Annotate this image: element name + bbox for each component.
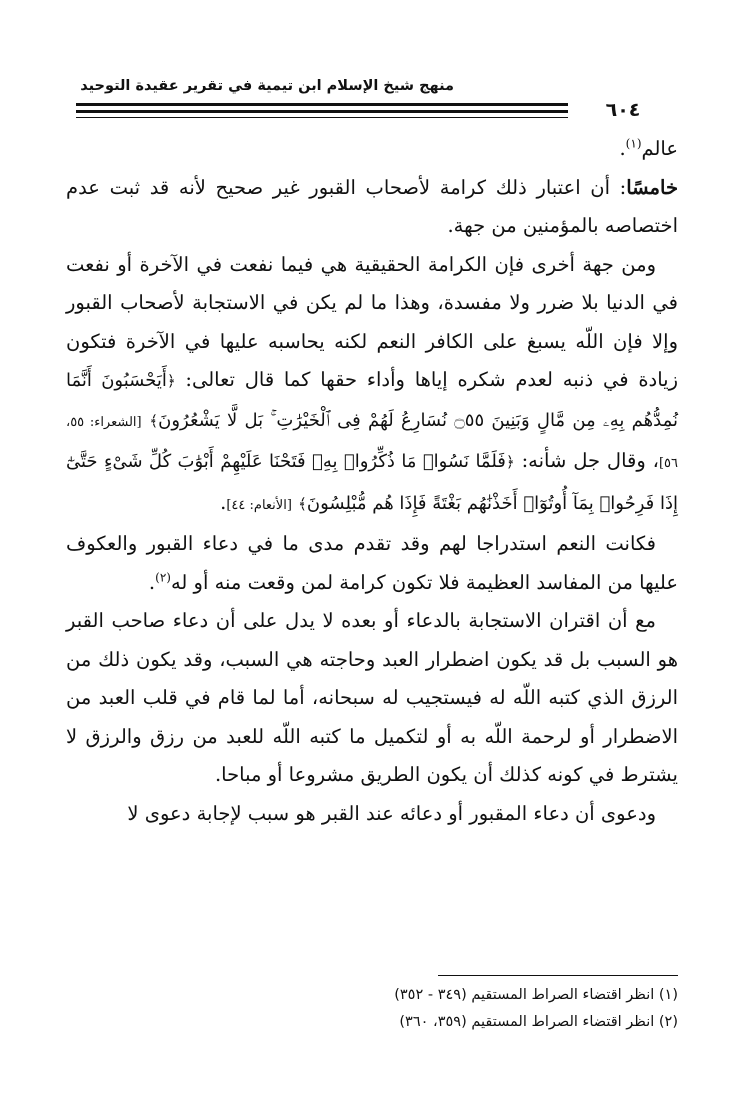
ornate-bracket-close-2: ﴾ (298, 494, 307, 513)
ornate-bracket-open: ﴿ (166, 372, 176, 390)
paragraph-3: فكانت النعم استدراجا لهم وقد تقدم مدى ما في دعاء القبور والعكوف عليها من المفاسد العظيمة فلا تكون كرامة لمن وقعت منه أو له$^{(٢)}$. (66, 532, 678, 594)
main-text (66, 130, 678, 833)
p2-end: . (220, 490, 227, 514)
footnote-marker-2: (٢) (155, 570, 171, 584)
page-number: ٦٠٤ (568, 98, 678, 122)
p2-text: ومن جهة أخرى فإن الكرامة الحقيقية هي فيما نفعت في الآخرة أو نفعت في الدنيا بلا ضرر ولا مفسدة، وهذا ما لم يكن في الاستجابة لأصحاب القبور وإلا فإن اللّه يسبغ على الكافر النعم لكنه يحاسبه عليها في الآخرة فتكون زيادة في ذنبه لعدم شكره إياها وأداء حقها كما قال تعالى: (66, 252, 679, 391)
verse-reference-2: [الأنعام: ٤٤] (226, 497, 292, 513)
paragraph-0: عالم$^{(١)}$. (619, 136, 678, 160)
paragraph-2 (66, 246, 678, 526)
ornate-bracket-open-2: ﴿ (505, 453, 515, 471)
footnote-2: (٢) انظر اقتضاء الصراط المستقيم (٣٥٩، ٣٦٠) (399, 1014, 678, 1030)
ornate-bracket-close: ﴾ (149, 411, 159, 430)
p5-text: ودعوى أن دعاء المقبور أو دعائه عند القبر هو سبب لإجابة دعوى لا (127, 801, 656, 825)
paragraph-1 (66, 169, 678, 246)
p1-text: : أن اعتبار ذلك كرامة لأصحاب القبور غير صحيح لأنه قد ثبت عدم اختصاصه بالمؤمنين من جهة. (66, 175, 678, 237)
quran-verse-1: أَيَحْسَبُونَ أَنَّمَا نُمِدُّهُم بِهِۦ مِن مَّالٍ وَبَنِينَ ۝٥٥ نُسَارِعُ لَهُمْ فِى ٱلْخَيْرَٰتِ ۚ بَل لَّا يَشْعُرُونَ (66, 370, 678, 431)
running-header-title: منهج شيخ الإسلام ابن تيمية في تقرير عقيدة التوحيد (80, 78, 454, 94)
footnote-1: (١) انظر اقتضاء الصراط المستقيم (٣٤٩ - ٣٥٢) (394, 987, 678, 1003)
p3-text: فكانت النعم استدراجا لهم وقد تقدم مدى ما في دعاء القبور والعكوف عليها من المفاسد العظيمة فلا تكون كرامة لمن وقعت منه أو له (66, 532, 678, 594)
footnotes (250, 982, 678, 1036)
footnote-marker-1: (١) (625, 136, 642, 151)
footnote-divider (438, 975, 678, 976)
verse-reference-1: [الشعراء: ٥٥، ٥٦] (66, 414, 679, 471)
paragraph-5 (66, 795, 678, 834)
quran-verse-2: فَلَمَّا نَسُوا۟ مَا ذُكِّرُوا۟ بِهِۦ فَتَحْنَا عَلَيْهِمْ أَبْوَٰبَ كُلِّ شَىْءٍ حَتَّىٰٓ إِذَا فَرِحُوا۟ بِمَآ أُوتُوٓا۟ أَخَذْنَٰهُم بَغْتَةً فَإِذَا هُم مُّبْلِسُونَ (66, 451, 678, 514)
p1-lead: خامسًا (626, 175, 678, 199)
p2-mid: ، وقال جل شأنه: (521, 449, 659, 472)
paragraph-4 (66, 602, 678, 795)
p0-text: عالم (641, 137, 678, 160)
p4-text: مع أن اقتران الاستجابة بالدعاء أو بعده لا يدل على أن دعاء صاحب القبر هو السبب بل قد يكون اضطرار العبد وحاجته هي السبب، وقد يكون ذلك من الرزق الذي كتبه اللّه له فيستجيب له سبحانه، أما لما قام في قلب العبد من الاضطرار أو لرحمة اللّه به أو لتكميل ما كتبه اللّه للعبد من رزق والرزق لا يشترط في كونه كذلك أن يكون الطريق مشروعا أو مباحا. (66, 609, 678, 786)
